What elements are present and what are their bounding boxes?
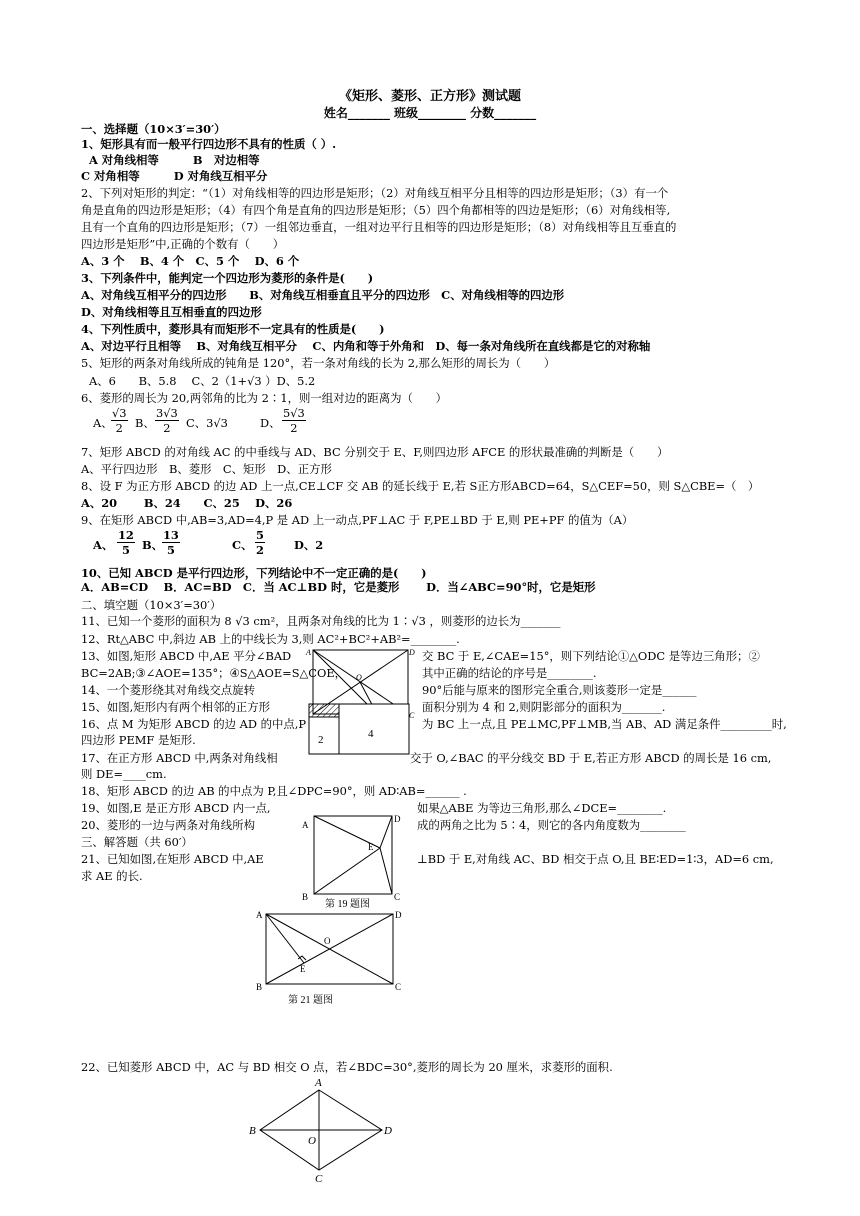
q20-right: 成的两角之比为 5∶4，则它的各内角度数为________ [417,818,686,832]
q7-options: A、平行四边形 B、菱形 C、矩形 D、正方形 [81,462,332,476]
fig13-label-o: O [356,673,362,682]
q9-stem: 9、在矩形 ABCD 中,AB=3,AD=4,P 是 AD 上一动点,PF⊥AC 于 F,PE⊥BD 于 E,则 PE+PF 的值为（A） [81,513,634,527]
q9-option-b-fraction [162,528,180,557]
fraction-numerator: 3√3 [156,406,178,420]
page-title: 《矩形、菱形、正方形》测试题 [338,89,521,104]
q9-option-d: D、2 [294,538,324,552]
q9-option-a: A、 [93,538,114,552]
fig21-caption: 第 21 题图 [288,995,333,1006]
q10-options: A．AB=CD B．AC=BD C．当 AC⊥BD 时，它是菱形 D．当∠ABC=90°时，它是矩形 [81,580,596,594]
q11: 11、已知一个菱形的面积为 8 √3 cm²，且两条对角线的比为 1∶√3 ，则菱形的边长为_______ [81,614,561,628]
q18: 18、矩形 ABCD 的边 AB 的中点为 P,且∠DPC=90°，则 AD∶AB=______ . [81,784,467,798]
q16-right: 为 BC 上一点,且 PE⊥MC,PF⊥MB,当 AB、AD 满足条件_________时, [422,717,787,731]
fig21-label-a: A [256,910,263,920]
q9-option-b: B、 [142,538,164,552]
q13-line2-left: BC=2AB;③∠AOE=135°；④S△AOE=S△COE， [81,666,347,680]
q3-option-d: D、对角线相等且互相垂直的四边形 [81,305,262,319]
fraction-denominator: 5 [166,543,175,557]
q2-stem-line2: 角是直角的四边形是矩形；（4）有四个角是直角的四边形是矩形；（5）四个角都相等的四边是矩形；（6）对角线相等, [81,203,671,217]
fraction-numerator: 5√3 [283,406,305,420]
section-fill-heading: 二、填空题（10×3′=30′） [81,598,222,612]
fig21-label-d: D [395,910,402,920]
fig19-caption: 第 19 题图 [325,899,370,910]
fig21-label-o: O [324,936,331,946]
section-choice-heading: 一、选择题（10×3′=30′） [81,122,226,136]
fig22-label-b: B [249,1125,256,1137]
fig19-label-d: D [394,814,401,824]
fig21-label-c: C [395,982,402,992]
fig22-label-a: A [315,1077,322,1089]
q7-stem: 7、矩形 ABCD 的对角线 AC 的中垂线与 AD、BC 分别交于 E、F,则四边形 AFCE 的形状最准确的判断是（ ） [81,445,669,459]
q10-stem: 10、已知 ABCD 是平行四边形，下列结论中不一定正确的是( ) [81,566,427,580]
q6-stem: 6、菱形的周长为 20,两邻角的比为 2∶1，则一组对边的距离为（ ） [81,391,448,405]
q19-right: 如果△ABE 为等边三角形,那么∠DCE=________. [417,801,667,815]
q21-line2: 求 AE 的长. [81,869,143,883]
q1-stem: 1、矩形具有而一般平行四边形不具有的性质（ ）. [81,137,337,151]
fig19-label-e: E [368,842,374,852]
fig19-label-b: B [302,892,309,902]
fraction-numerator: 13 [163,528,179,542]
fraction-numerator: 12 [118,528,134,542]
q15-left: 15、如图,矩形内有两个相邻的正方形 [81,700,270,714]
fig13-label-d: D [409,648,415,657]
q2-options: A、3 个 B、4 个 C、5 个 D、6 个 [81,254,300,268]
q6-option-a: A、 [93,416,113,430]
q9-option-c-fraction [255,528,265,557]
fig13-label-a: A [306,648,311,657]
q9-option-a-fraction [117,528,135,557]
q4-stem: 4、下列性质中，菱形具有而矩形不一定具有的性质是( ) [81,322,385,336]
figure-21 [254,906,404,1006]
fraction-denominator: 2 [256,543,264,557]
q3-options-abc: A、对角线互相平分的四边形 B、对角线互相垂直且平分的四边形 C、对角线相等的四边形 [81,288,565,302]
fig19-label-c: C [394,892,401,902]
q9-option-c: C、 [232,538,253,552]
fig21-label-e: E [300,964,306,974]
q14-right: 90°后能与原来的图形完全重合,则该菱形一定是______ [422,683,697,697]
q6-option-a-fraction [111,406,128,435]
q6-option-b-fraction [155,406,179,435]
fig22-label-d: D [384,1125,392,1137]
fraction-numerator: √3 [112,406,127,420]
fraction-denominator: 5 [121,543,130,557]
q13-line1-left: 13、如图,矩形 ABCD 中,AE 平分∠BAD [81,649,292,663]
q2-stem-line4: 四边形是矩形”中,正确的个数有（ ） [81,237,285,251]
q21-left: 21、已知如图,在矩形 ABCD 中,AE [81,852,264,866]
q14-left: 14、一个菱形绕其对角线交点旋转 [81,683,255,697]
q19-left: 19、如图,E 是正方形 ABCD 内一点, [81,801,271,815]
fig15-label-small: 2 [318,734,324,746]
fraction-denominator: 2 [290,421,298,435]
q17-right: 交于 O,∠BAC 的平分线交 BD 于 E,若正方形 ABCD 的周长是 16 cm, [410,751,772,765]
fraction-denominator: 2 [163,421,171,435]
fig13-label-c: C [409,711,415,720]
fig19-label-a: A [302,820,309,830]
q6-option-d: D、 [260,416,281,430]
q6-option-d-fraction [282,406,306,435]
q3-stem: 3、下列条件中，能判定一个四边形为菱形的条件是( ) [81,271,374,285]
q1-options-ab: A 对角线相等 B 对边相等 [89,153,260,167]
fig22-label-o: O [308,1135,316,1147]
q16-left: 16、点 M 为矩形 ABCD 的边 AD 的中点,P [81,717,307,731]
section-answer-heading: 三、解答题（共 60′） [81,835,193,849]
q17-left: 17、在正方形 ABCD 中,两条对角线相 [81,751,278,765]
q5-stem: 5、矩形的两条对角线所成的钝角是 120°，若一条对角线的长为 2,那么矩形的周长为（ ） [81,356,556,370]
q6-option-c: C、3√3 [186,416,228,430]
q20-left: 20、菱形的一边与两条对角线所构 [81,818,255,832]
fraction-denominator: 2 [115,421,123,435]
q21-right: ⊥BD 于 E,对角线 AC、BD 相交于点 O,且 BE∶ED=1∶3，AD=6 cm, [417,852,774,866]
q2-stem-line3: 且有一个直角的四边形是矩形；（7）一组邻边垂直，一组对边平行且相等的四边形是矩形；（8）对角线相等且互垂直的 [81,220,677,234]
q17-line2: 则 DE=____cm. [81,767,167,781]
q13-line1-right: 交 BC 于 E,∠CAE=15°，则下列结论①△ODC 是等边三角形；② [422,649,760,663]
q8-options: A、20 B、24 C、25 D、26 [81,496,293,510]
q8-stem: 8、设 F 为正方形 ABCD 的边 AD 上一点,CE⊥CF 交 AB 的延长线于 E,若 S正方形ABCD=64，S△CEF=50，则 S△CBE=（ ） [81,479,760,493]
q2-stem-line1: 2、下列对矩形的判定：“（1）对角线相等的四边形是矩形；（2）对角线互相平分且相等的四边形是矩形；（3）有一个 [81,186,669,200]
q22: 22、已知菱形 ABCD 中，AC 与 BD 相交 O 点，若∠BDC=30°,菱形的周长为 20 厘米，求菱形的面积. [81,1060,613,1074]
figure-15 [308,703,410,755]
q12: 12、Rt△ABC 中,斜边 AB 上的中线长为 3,则 AC²+BC²+AB²=________. [81,632,460,646]
q6-option-b: B、 [135,416,155,430]
student-info-line: 姓名_______ 班级________ 分数_______ [323,106,537,120]
fig21-label-b: B [256,982,263,992]
fig15-label-large: 4 [368,728,374,740]
figure-19 [300,808,412,910]
q16-line2: 四边形 PEMF 是矩形. [81,733,196,747]
q5-options: A、6 B、5.8 C、2（1+√3 ）D、5.2 [89,374,316,388]
fig22-label-c: C [315,1173,323,1185]
q15-right: 面积分别为 4 和 2,则阴影部分的面积为_______. [422,700,666,714]
fraction-numerator: 5 [256,528,264,542]
figure-22 [244,1074,400,1186]
q13-line2-right: 其中正确的结论的序号是________. [422,666,597,680]
q4-options: A、对边平行且相等 B、对角线互相平分 C、内角和等于外角和 D、每一条对角线所在直线都是它的对称轴 [81,339,651,353]
q1-options-cd: C 对角相等 D 对角线互相平分 [81,169,268,183]
